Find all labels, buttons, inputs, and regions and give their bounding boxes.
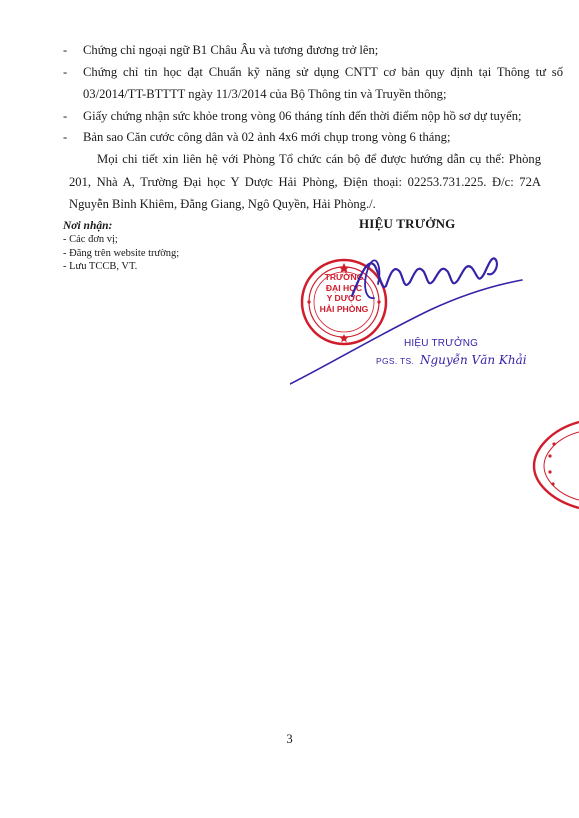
requirement-item (63, 105, 563, 127)
requirement-item (63, 61, 563, 105)
recipient-item: - Đăng trên website trường; (63, 247, 180, 259)
requirement-text: Chứng chỉ tin học đạt Chuẩn kỹ năng sử dụng CNTT cơ bản quy định tại Thông tư số 03/2014/TT-BTTTT ngày 11/3/2014 của Bộ Thông tin và Truyền thông; (83, 65, 563, 101)
edge-seal-fragment (520, 420, 579, 510)
contact-paragraph: Mọi chi tiết xin liên hệ với Phòng Tổ chức cán bộ để được hướng dẫn cụ thể: Phòng 201, Nhà A, Trường Đại học Y Dược Hải Phòng, Điện thoại: 02253.731.225. Đ/c: 72A Nguyễn Bỉnh Khiêm, Đằng Giang, Ngô Quyền, Hải Phòng./. (69, 152, 541, 211)
requirement-text: Giấy chứng nhận sức khỏe trong vòng 06 tháng tính đến thời điểm nộp hồ sơ dự tuyển; (83, 109, 522, 123)
page-number: 3 (286, 732, 293, 746)
bullet-dash: - (63, 109, 68, 123)
bullet-dash: - (63, 43, 68, 57)
recipient-item: - Các đơn vị; (63, 234, 118, 245)
recipients-block (63, 219, 283, 274)
signatory-fullname: Nguyễn Văn Khải (419, 353, 527, 367)
requirement-item (63, 126, 563, 148)
requirement-text: Chứng chỉ ngoại ngữ B1 Châu Âu và tương đương trở lên; (83, 43, 379, 57)
seal-text: TRƯỜNG ĐẠI HỌC Y DƯỢC HẢI PHÒNG (319, 272, 369, 314)
signatory-name (376, 353, 527, 367)
recipients-label: Nơi nhận: (63, 220, 113, 232)
signatory-role: HIỆU TRƯỞNG (404, 338, 479, 349)
handwritten-signature (290, 236, 540, 396)
signatory-degree: PGS. TS. (376, 356, 415, 366)
signatory-title: HIỆU TRƯỞNG (359, 216, 456, 231)
recipient-item: - Lưu TCCB, VT. (63, 261, 138, 272)
bullet-dash: - (63, 65, 68, 79)
requirement-text: Bản sao Căn cước công dân và 02 ảnh 4x6 mới chụp trong vòng 6 tháng; (83, 130, 451, 144)
requirement-item (63, 39, 563, 61)
bullet-dash: - (63, 130, 68, 144)
